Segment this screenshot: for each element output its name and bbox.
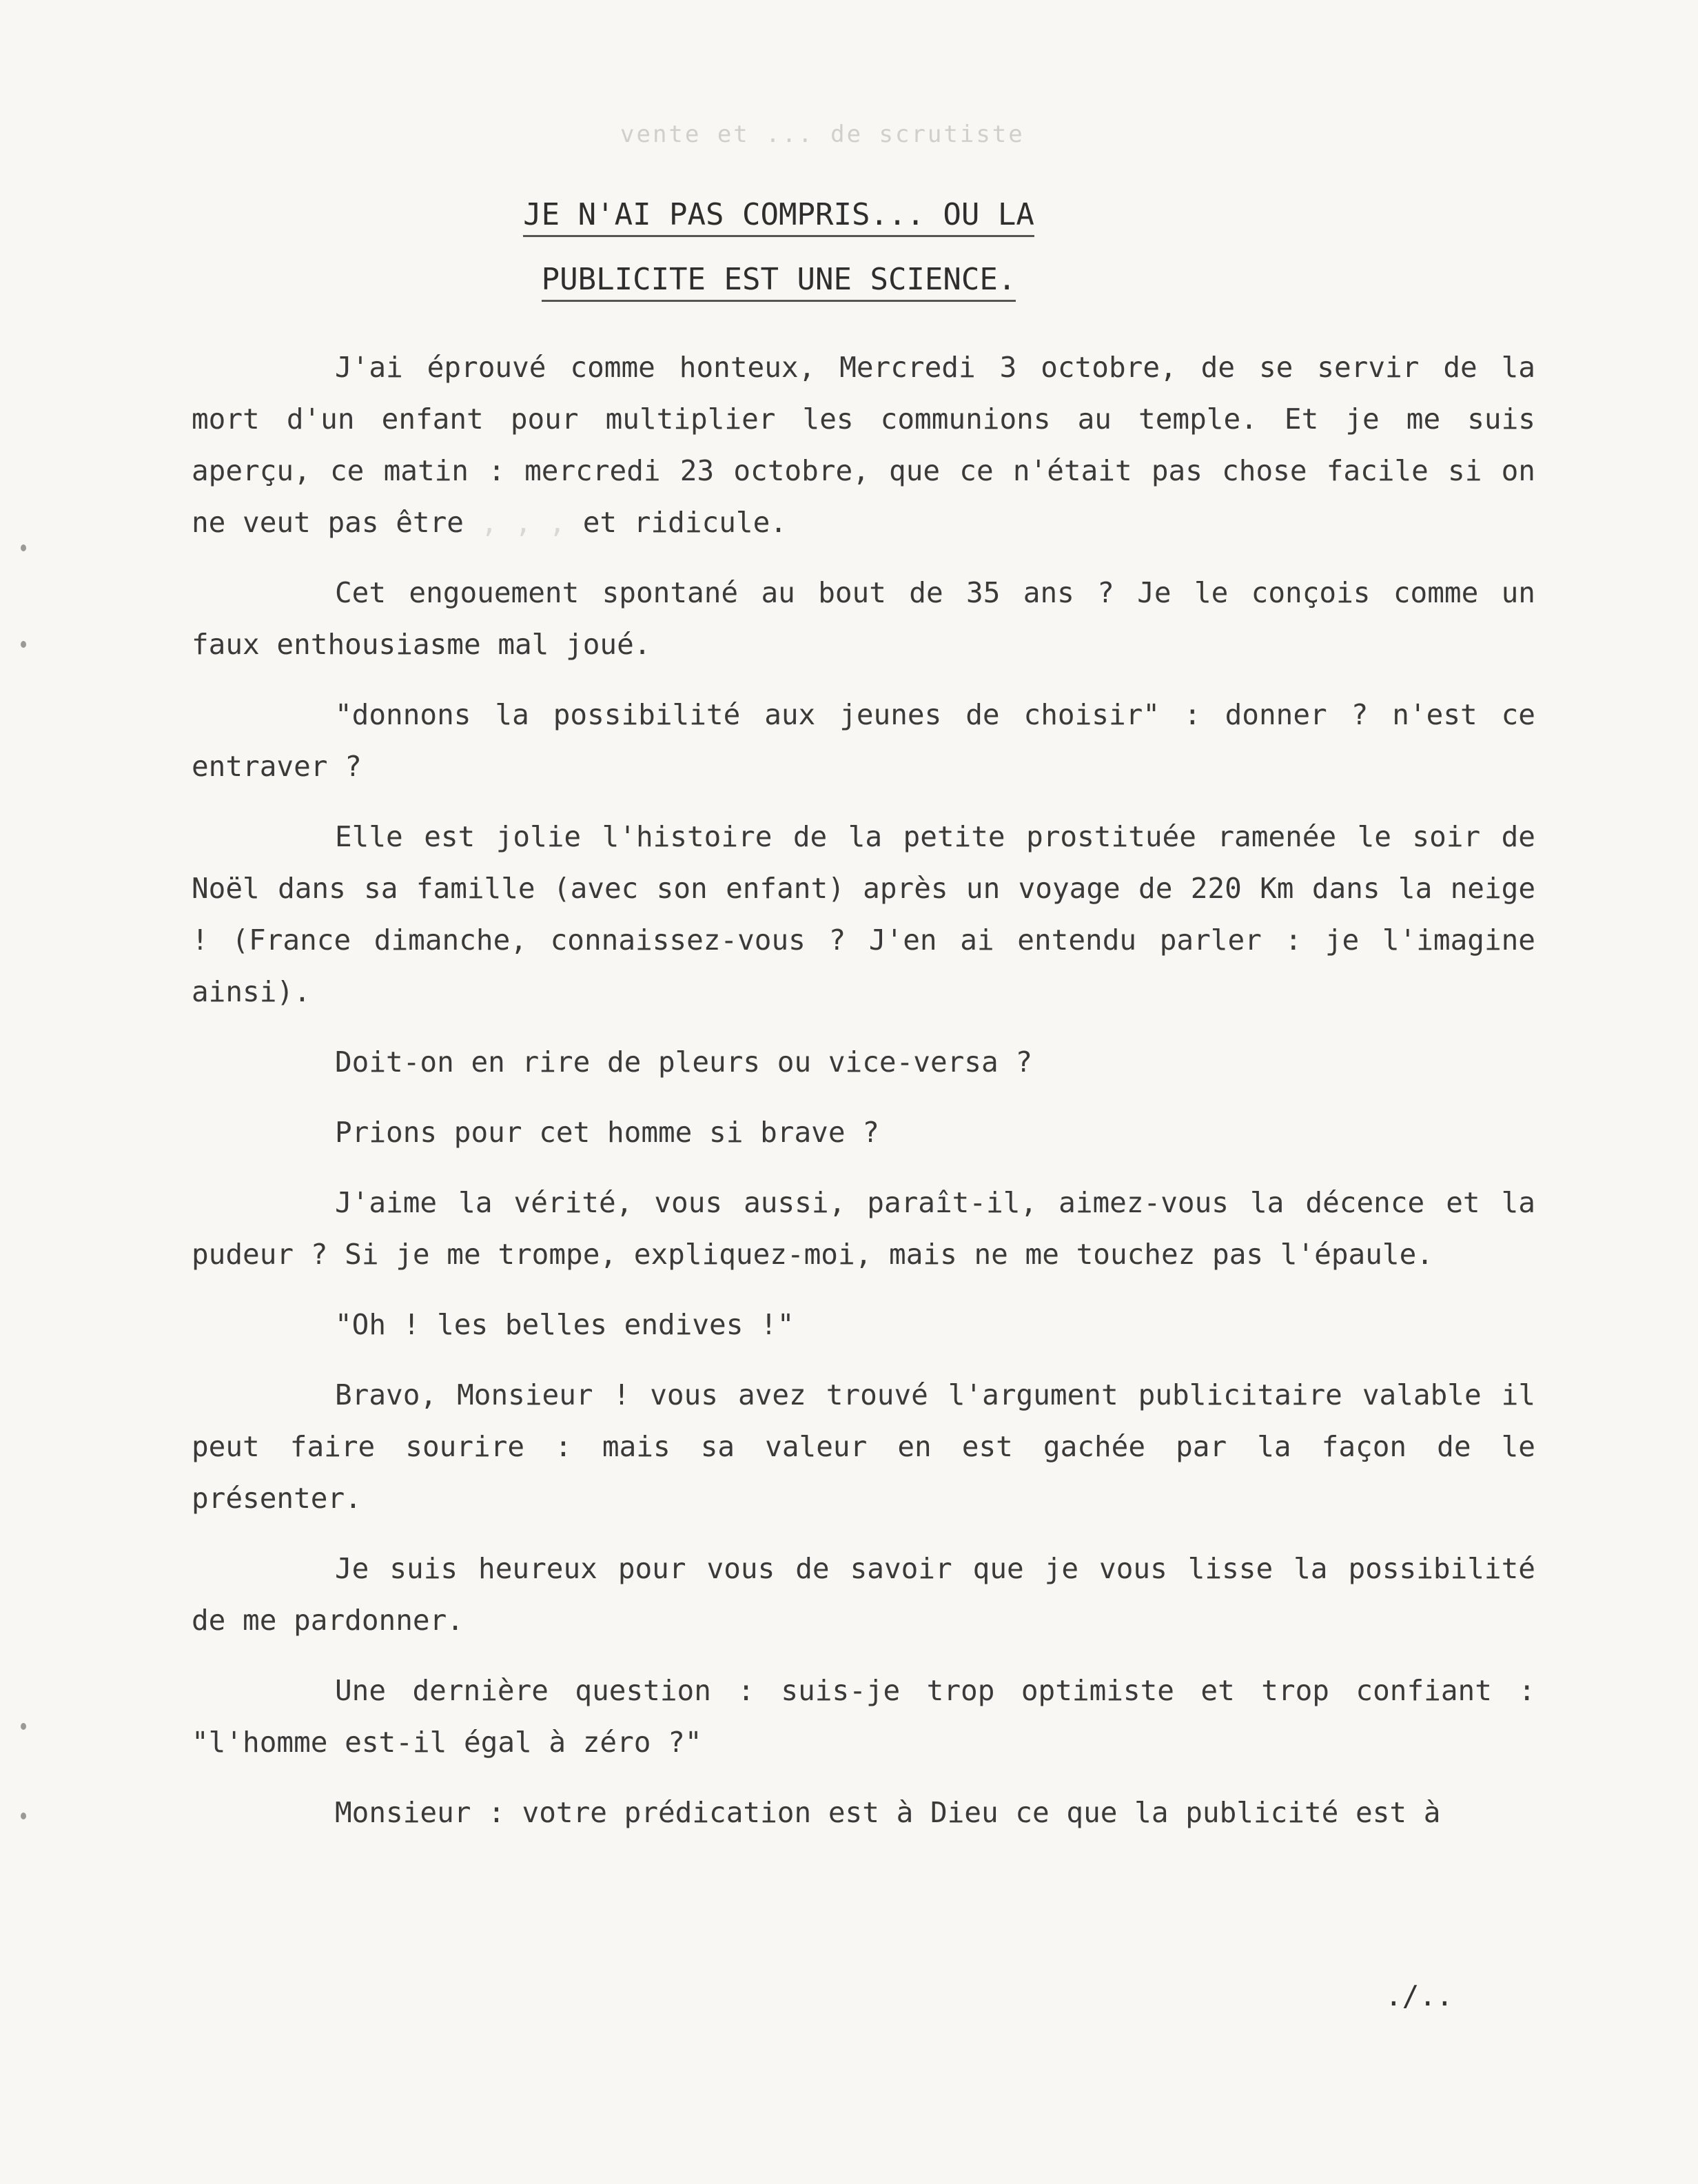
- paragraph: Bravo, Monsieur ! vous avez trouvé l'argument publicitaire valable il peut faire sourire : mais sa valeur en est gachée par la façon de le présenter.: [192, 1378, 1535, 1515]
- paragraph: Elle est jolie l'histoire de la petite prostituée ramenée le soir de Noël dans sa famille (avec son enfant) après un voyage de 220 Km dans la neige ! (France dimanche, connaissez-vous ? J'en ai entendu parler : je l'imagine ainsi).: [192, 820, 1535, 1008]
- paragraph: Doit-on en rire de pleurs ou vice-versa ?: [335, 1045, 1033, 1079]
- paragraph: J'aime la vérité, vous aussi, paraît-il, aimez-vous la décence et la pudeur ? Si je me trompe, expliquez-moi, mais ne me touchez pas l'épaule.: [192, 1186, 1535, 1271]
- paragraph-tail: et ridicule.: [582, 506, 787, 539]
- paragraph-text: J'ai éprouvé comme honteux, Mercredi 3 octobre, de se servir de la mort d'un enfant pour multiplier les communions au temple. Et je me suis aperçu, ce matin : mercredi 23 octobre, que ce n'était pas chose facile si on ne veut pas être: [192, 351, 1535, 539]
- margin-speck: [21, 1723, 26, 1730]
- bleed-through-text: vente et ... de scrutiste: [620, 121, 1025, 148]
- faded-redacted-text: , , ,: [480, 506, 566, 539]
- document-title: [372, 183, 1185, 312]
- paragraph: Je suis heureux pour vous de savoir que je vous lisse la possibilité de me pardonner.: [192, 1552, 1535, 1637]
- title-line-2: PUBLICITE EST UNE SCIENCE.: [542, 260, 1016, 302]
- paragraph: Une dernière question : suis-je trop optimiste et trop confiant : "l'homme est-il égal à zéro ?": [192, 1674, 1535, 1759]
- margin-speck: [21, 544, 26, 551]
- paragraph: Monsieur : votre prédication est à Dieu ce que la publicité est à: [335, 1796, 1441, 1829]
- margin-speck: [21, 641, 26, 648]
- paragraph: "Oh ! les belles endives !": [335, 1308, 795, 1341]
- paragraph: [192, 342, 1535, 549]
- document-body: [192, 342, 1535, 1857]
- title-line-1: JE N'AI PAS COMPRIS... OU LA: [523, 195, 1034, 237]
- margin-speck: [21, 1813, 26, 1819]
- paragraph: Cet engouement spontané au bout de 35 ans ? Je le conçois comme un faux enthousiasme mal joué.: [192, 576, 1535, 661]
- paragraph: Prions pour cet homme si brave ?: [335, 1116, 879, 1149]
- continuation-mark: ./..: [1385, 1979, 1453, 2012]
- paragraph: "donnons la possibilité aux jeunes de choisir" : donner ? n'est ce entraver ?: [192, 698, 1535, 783]
